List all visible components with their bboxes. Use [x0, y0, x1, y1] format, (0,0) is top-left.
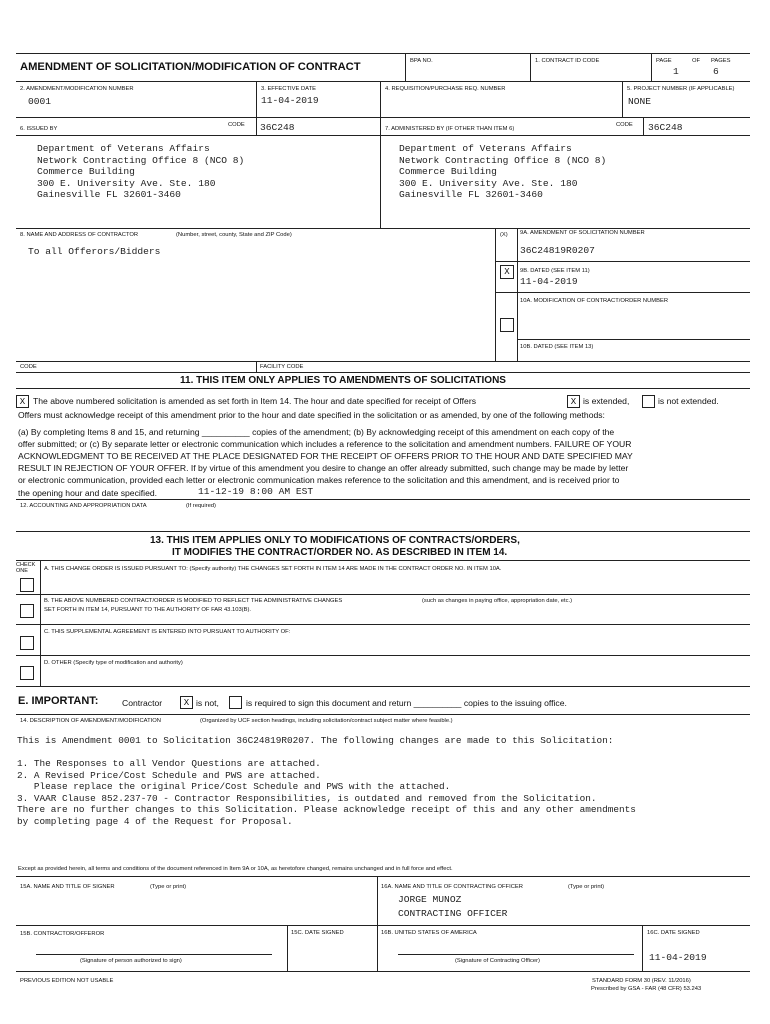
- item13-a-checkbox[interactable]: [20, 578, 34, 592]
- important-title: E. IMPORTANT:: [18, 695, 99, 707]
- item11-line1: The above numbered solicitation is amended as set forth in Item 14. The hour and date specified for receipt of Offers: [33, 396, 476, 406]
- prescribed-by-label: Prescribed by GSA - FAR (48 CFR) 53.243: [591, 986, 702, 992]
- except-provided-text: Except as provided herein, all terms and conditions of the document referenced in Item 9A or 10A, as heretofore changed, remains unchanged and in full force and effect.: [18, 866, 453, 872]
- amendment-number: 0001: [28, 96, 52, 107]
- item11-line7: or electronic communication, provided each letter or electronic communication makes reference to the solicitation and this amendment, and is received prior to: [18, 475, 620, 485]
- item13-b-sub-text: (such as changes in paying office, appropriation date, etc.): [422, 598, 573, 604]
- of-label: OF: [692, 58, 701, 64]
- issued-by-address: Department of Veterans Affairs Network Contracting Office 8 (NCO 8) Commerce Building 300 E. University Ave. Ste. 180 Gainesville FL 32601-3460: [37, 143, 245, 200]
- extended-checkbox[interactable]: X: [567, 395, 580, 408]
- dated-9b-value: 11-04-2019: [520, 276, 578, 287]
- contractor-code-label: CODE: [20, 364, 37, 370]
- contract-id-label: 1. CONTRACT ID CODE: [535, 58, 600, 64]
- accounting-sub-label: (If required): [186, 503, 216, 509]
- item13-title-line1: 13. THIS ITEM APPLIES ONLY TO MODIFICATIONS OF CONTRACTS/ORDERS,: [150, 535, 520, 546]
- item13-title-line2: IT MODIFIES THE CONTRACT/ORDER NO. AS DESCRIBED IN ITEM 14.: [172, 547, 508, 558]
- administered-by-address: Department of Veterans Affairs Network Contracting Office 8 (NCO 8) Commerce Building 300 E. University Ave. Ste. 180 Gainesville FL 32601-3460: [399, 143, 607, 200]
- previous-edition-note: PREVIOUS EDITION NOT USABLE: [20, 978, 114, 984]
- project-number: NONE: [628, 96, 652, 107]
- issued-by-label: 6. ISSUED BY: [20, 126, 58, 132]
- amendment-number-label: 2. AMENDMENT/MODIFICATION NUMBER: [20, 86, 134, 92]
- is-not-extended-text: is not extended.: [658, 396, 719, 406]
- effective-date-label: 3. EFFECTIVE DATE: [261, 86, 316, 92]
- item13-b-checkbox[interactable]: [20, 604, 34, 618]
- project-number-label: 5. PROJECT NUMBER (IF APPLICABLE): [627, 86, 735, 92]
- contractor-value: To all Offerors/Bidders: [28, 246, 161, 257]
- officer-date-label: 16C. DATE SIGNED: [647, 930, 700, 936]
- issued-code-label: CODE: [228, 122, 245, 128]
- item13-b-text-line1: B. THE ABOVE NUMBERED CONTRACT/ORDER IS MODIFIED TO REFLECT THE ADMINISTRATIVE CHANGES: [44, 598, 343, 604]
- item13-d-checkbox[interactable]: [20, 666, 34, 680]
- requisition-label: 4. REQUISITION/PURCHASE REQ. NUMBER: [385, 86, 506, 92]
- is-required-checkbox[interactable]: [229, 696, 242, 709]
- amendment-9a-label: 9A. AMENDMENT OF SOLICITATION NUMBER: [520, 230, 645, 236]
- is-extended-text: is extended,: [583, 396, 630, 406]
- not-extended-checkbox[interactable]: [642, 395, 655, 408]
- officer-date-value: 11-04-2019: [649, 952, 707, 963]
- important-contractor: Contractor: [122, 698, 163, 708]
- form-title: AMENDMENT OF SOLICITATION/MODIFICATION OF CONTRACT: [20, 61, 361, 73]
- page-label: PAGE: [656, 58, 672, 64]
- item13-a-text: A. THIS CHANGE ORDER IS ISSUED PURSUANT TO: (Specify authority) THE CHANGES SET FORTH IN ITEM 14 ARE MADE IN THE CONTRACT ORDER NO. IN ITEM 10A.: [44, 566, 502, 572]
- contractor-offeror-label: 15B. CONTRACTOR/OFFEROR: [20, 931, 105, 937]
- bpa-label: BPA NO.: [410, 58, 433, 64]
- amendment-9a-checkbox[interactable]: X: [500, 265, 514, 279]
- check-one-label: CHECK ONE: [16, 562, 36, 574]
- item13-c-text: C. THIS SUPPLEMENTAL AGREEMENT IS ENTERED INTO PURSUANT TO AUTHORITY OF:: [44, 629, 291, 635]
- dated-9b-label: 9B. DATED (SEE ITEM 11): [520, 268, 590, 274]
- item11-line6: RESULT IN REJECTION OF YOUR OFFER. If by virtue of this amendment you desire to change an offer already submitted, such change may be made by letter: [18, 463, 629, 473]
- usa-label: 16B. UNITED STATES OF AMERICA: [381, 930, 477, 936]
- page-number: 1: [673, 66, 679, 77]
- amendment-9a-value: 36C24819R0207: [520, 245, 595, 256]
- description-text: This is Amendment 0001 to Solicitation 36C24819R0207. The following changes are made to this Solicitation: 1. The Responses to all Vendor Questions are attached. 2. A Revised Price/Cost Schedule and PWS are attached. Please replace the original Price/Cost Schedule and PWS with the attached. 3. VAAR Clause 852.237-70 - Contractor Responsibilities, is outdated and removed from the Solicitation. There are no further changes to this Solicitation. Please acknowledge receipt of this and any other amendments by completing page 4 of the Request for Proposal.: [17, 735, 636, 827]
- important-is-not: is not,: [196, 698, 219, 708]
- officer-name-sub-label: (Type or print): [568, 884, 605, 890]
- signer-name-label: 15A. NAME AND TITLE OF SIGNER: [20, 884, 115, 890]
- admin-code-label: CODE: [616, 122, 633, 128]
- description-label: 14. DESCRIPTION OF AMENDMENT/MODIFICATION: [20, 718, 161, 724]
- item11-line4: offer submitted; or (c) By separate letter or electronic communication which includes a reference to the solicitation and amendment numbers. FAILURE OF YOUR: [18, 439, 632, 449]
- officer-name: JORGE MUNOZ: [398, 894, 462, 905]
- item11-title: 11. THIS ITEM ONLY APPLIES TO AMENDMENTS OF SOLICITATIONS: [180, 375, 506, 386]
- modification-10a-label: 10A. MODIFICATION OF CONTRACT/ORDER NUMBER: [520, 298, 669, 304]
- officer-name-label: 16A. NAME AND TITLE OF CONTRACTING OFFICER: [381, 884, 523, 890]
- issued-code: 36C248: [260, 122, 295, 133]
- pages-label: PAGES: [711, 58, 731, 64]
- pages-total: 6: [713, 66, 719, 77]
- officer-title: CONTRACTING OFFICER: [398, 908, 508, 919]
- item13-b-text-line2: SET FORTH IN ITEM 14, PURSUANT TO THE AUTHORITY OF FAR 43.103(B).: [44, 607, 252, 613]
- is-not-required-checkbox[interactable]: X: [180, 696, 193, 709]
- solicitation-amended-checkbox[interactable]: X: [16, 395, 29, 408]
- important-rest: is required to sign this document and return __________ copies to the issuing office.: [246, 698, 567, 708]
- item11-line3: (a) By completing Items 8 and 15, and returning __________ copies of the amendment; (b) By acknowledging receipt of this amendment on each copy of the: [18, 427, 615, 437]
- facility-code-label: FACILITY CODE: [260, 364, 304, 370]
- item11-line8: the opening hour and date specified.: [18, 488, 158, 498]
- x-column-label: (X): [500, 232, 508, 238]
- contractor-signature-caption: (Signature of person authorized to sign): [80, 958, 182, 964]
- item11-line2: Offers must acknowledge receipt of this amendment prior to the hour and date specified in the solicitation or as amended, by one of the following methods:: [18, 410, 605, 420]
- signer-name-sub-label: (Type or print): [150, 884, 187, 890]
- effective-date: 11-04-2019: [261, 95, 319, 106]
- officer-signature-caption: (Signature of Contracting Officer): [455, 958, 540, 964]
- item11-line5: ACKNOWLEDGMENT TO BE RECEIVED AT THE PLACE DESIGNATED FOR THE RECEIPT OF OFFERS PRIOR TO THE HOUR AND DATE SPECIFIED MAY: [18, 451, 633, 461]
- standard-form-label: STANDARD FORM 30 (REV. 11/2016): [592, 978, 691, 984]
- opening-date-value: 11-12-19 8:00 AM EST: [198, 486, 314, 497]
- description-sub-label: (Organized by UCF section headings, including solicitation/contract subject matter where feasible.): [200, 718, 453, 724]
- contractor-label: 8. NAME AND ADDRESS OF CONTRACTOR: [20, 232, 139, 238]
- item13-d-text: D. OTHER (Specify type of modification and authority): [44, 660, 183, 666]
- accounting-label: 12. ACCOUNTING AND APPROPRIATION DATA: [20, 503, 147, 509]
- administered-by-label: 7. ADMINISTERED BY (IF OTHER THAN ITEM 6): [385, 126, 515, 132]
- item13-c-checkbox[interactable]: [20, 636, 34, 650]
- contractor-sub-label: (Number, street, county, State and ZIP Code): [176, 232, 292, 238]
- contractor-date-label: 15C. DATE SIGNED: [291, 930, 344, 936]
- admin-code: 36C248: [648, 122, 683, 133]
- modification-10a-checkbox[interactable]: [500, 318, 514, 332]
- dated-10b-label: 10B. DATED (SEE ITEM 13): [520, 344, 594, 350]
